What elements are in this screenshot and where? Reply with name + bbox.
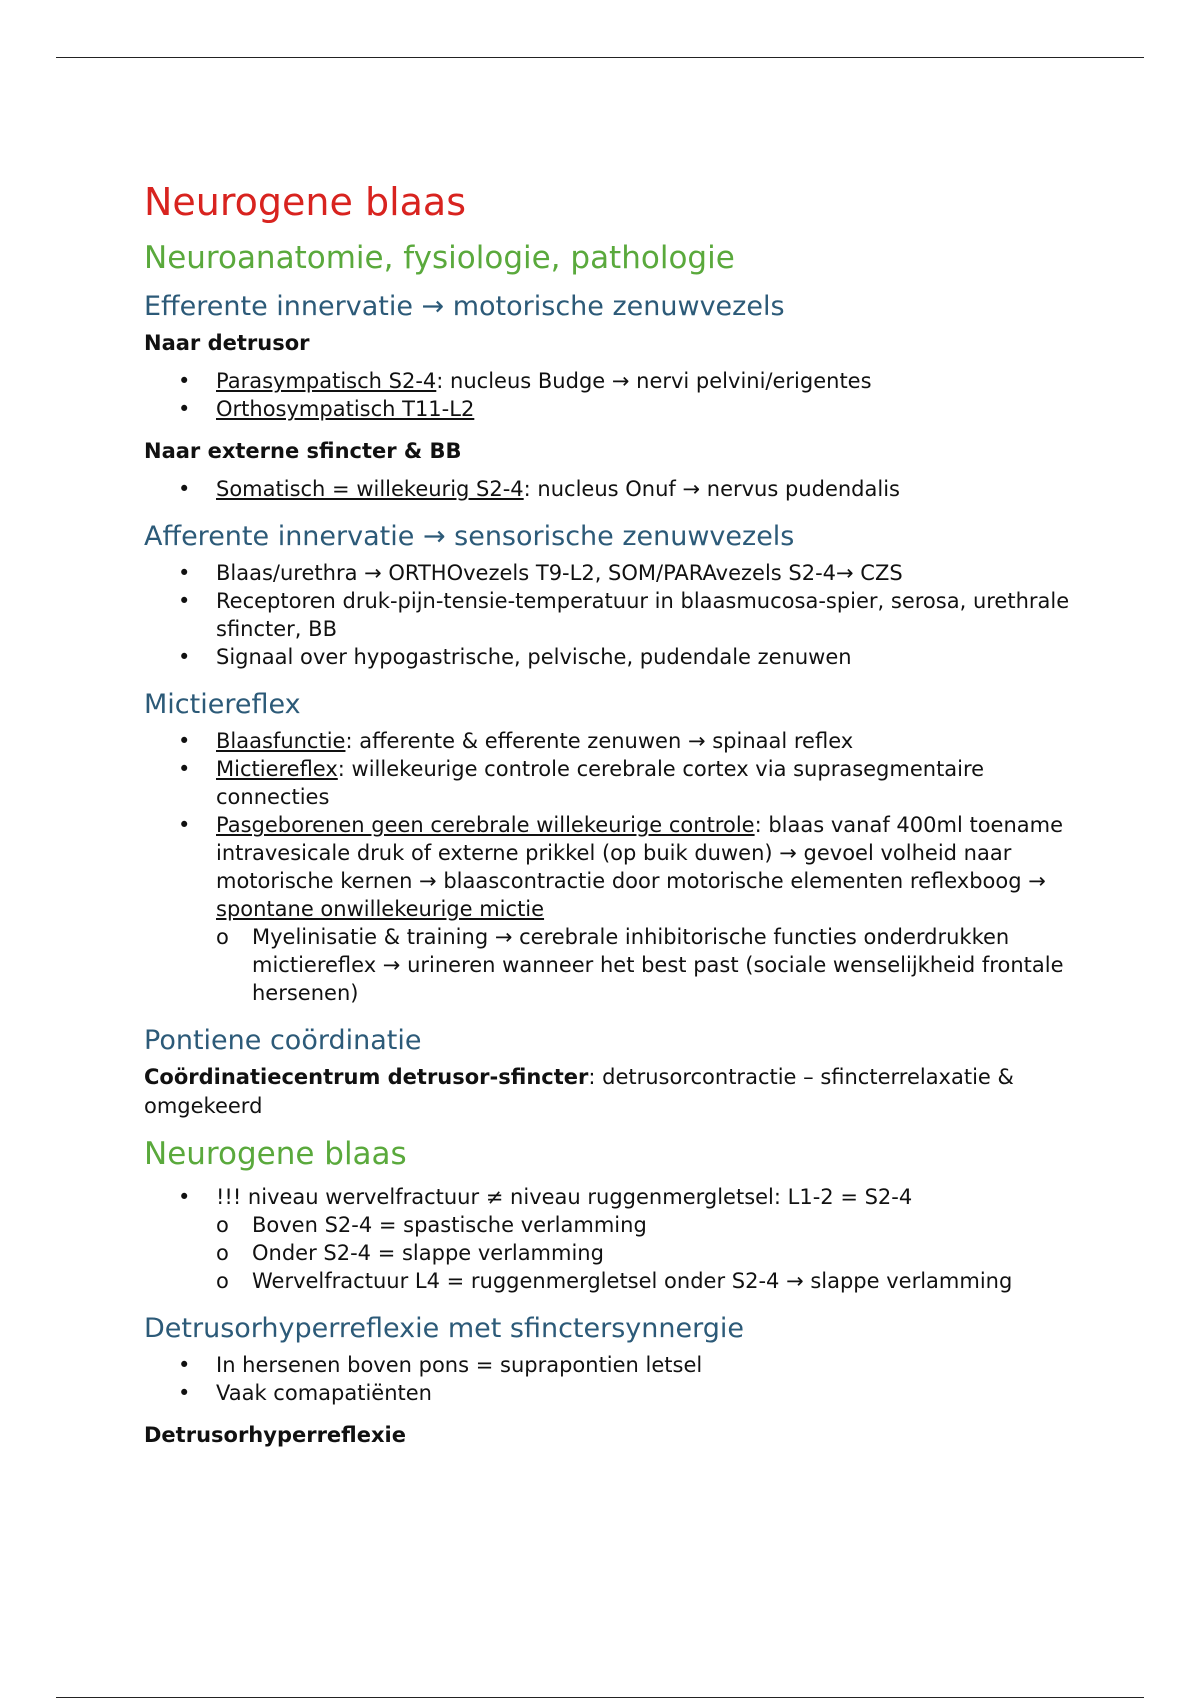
- document-title: Neurogene blaas: [144, 180, 467, 224]
- subheading-detrusorhyperreflexie: Detrusorhyperreflexie: [144, 1423, 406, 1447]
- underlined-term: Blaasfunctie: [216, 729, 346, 753]
- list-item: [144, 367, 1074, 395]
- item-text: : willekeurige controle cerebrale cortex via suprasegmentaire connecties: [216, 757, 985, 809]
- underlined-term: Mictiereflex: [216, 757, 338, 781]
- list-item: • Signaal over hypogastrische, pelvische, pudendale zenuwen: [144, 643, 1074, 671]
- heading-mictiereflex: Mictiereflex: [144, 689, 301, 720]
- heading-efferente-innervatie: Efferente innervatie → motorische zenuwvezels: [144, 291, 785, 322]
- heading-afferente-innervatie: Afferente innervatie → sensorische zenuwvezels: [144, 521, 795, 552]
- list-externe-sfincter: [144, 475, 1074, 503]
- item-text: : afferente & efferente zenuwen → spinaal reflex: [345, 729, 854, 753]
- underlined-term: Parasympatisch S2-4: [216, 369, 437, 393]
- item-text: : nucleus Onuf → nervus pudendalis: [523, 477, 900, 501]
- underlined-term: Pasgeborenen geen cerebrale willekeurige controle: [216, 813, 755, 837]
- section-heading-neuroanatomie: Neuroanatomie, fysiologie, pathologie: [144, 240, 735, 276]
- document-body: [144, 175, 1074, 1459]
- list-afferente: [144, 559, 1074, 671]
- list-item: [144, 811, 1074, 923]
- list-neurogene-blaas: [144, 1183, 1074, 1295]
- heading-pontiene-coordinatie: Pontiene coördinatie: [144, 1025, 422, 1056]
- sub-list-item: o Boven S2-4 = spastische verlamming: [144, 1211, 1074, 1239]
- list-detrusor: [144, 367, 1074, 423]
- paragraph-text: : detrusorcontractie – sfincterrelaxatie & omgekeerd: [144, 1065, 1014, 1118]
- list-item: [144, 475, 1074, 503]
- item-text: : blaas vanaf 400ml toename intravesicale druk of externe prikkel (op buik duwen) → gevoel volheid naar motorische kernen → blaascontractie door motorische elementen reflexboog →: [216, 813, 1064, 893]
- list-item: [144, 727, 1074, 755]
- list-item: [144, 395, 1074, 423]
- list-item: • Receptoren druk-pijn-tensie-temperatuur in blaasmucosa-spier, serosa, urethrale sfincter, BB: [144, 587, 1074, 643]
- underlined-term: Somatisch = willekeurig S2-4: [216, 477, 524, 501]
- section-heading-neurogene-blaas: Neurogene blaas: [144, 1136, 407, 1172]
- subheading-externe-sfincter: Naar externe sfincter & BB: [144, 439, 462, 463]
- list-item: [144, 755, 1074, 811]
- list-item: • Blaas/urethra → ORTHOvezels T9-L2, SOM/PARAvezels S2-4→ CZS: [144, 559, 1074, 587]
- list-item: • !!! niveau wervelfractuur ≠ niveau ruggenmergletsel: L1-2 = S2-4: [144, 1183, 1074, 1211]
- item-text: : nucleus Budge → nervi pelvini/erigentes: [436, 369, 872, 393]
- list-mictiereflex: [144, 727, 1074, 1007]
- sub-list-item: o Wervelfractuur L4 = ruggenmergletsel onder S2-4 → slappe verlamming: [144, 1267, 1074, 1295]
- heading-detrusorhyperreflexie-synnergie: Detrusorhyperreflexie met sfinctersynnergie: [144, 1313, 744, 1344]
- list-item: • In hersenen boven pons = suprapontien letsel: [144, 1351, 1074, 1379]
- underlined-term: spontane onwillekeurige mictie: [216, 897, 545, 921]
- bold-term: Coördinatiecentrum detrusor-sfincter: [144, 1065, 589, 1089]
- subheading-naar-detrusor: Naar detrusor: [144, 331, 310, 355]
- header-rule: [56, 57, 1144, 58]
- footer-rule: [56, 1697, 1144, 1698]
- list-detrusorhyperreflexie: [144, 1351, 1074, 1407]
- underlined-term: Orthosympatisch T11-L2: [216, 397, 475, 421]
- list-item: • Vaak comapatiënten: [144, 1379, 1074, 1407]
- paragraph-coordinatie: [144, 1063, 1074, 1121]
- sub-list-item: o Myelinisatie & training → cerebrale inhibitorische functies onderdrukken mictiereflex → urineren wanneer het best past (sociale wenselijkheid frontale hersenen): [144, 923, 1074, 1007]
- sub-list-item: o Onder S2-4 = slappe verlamming: [144, 1239, 1074, 1267]
